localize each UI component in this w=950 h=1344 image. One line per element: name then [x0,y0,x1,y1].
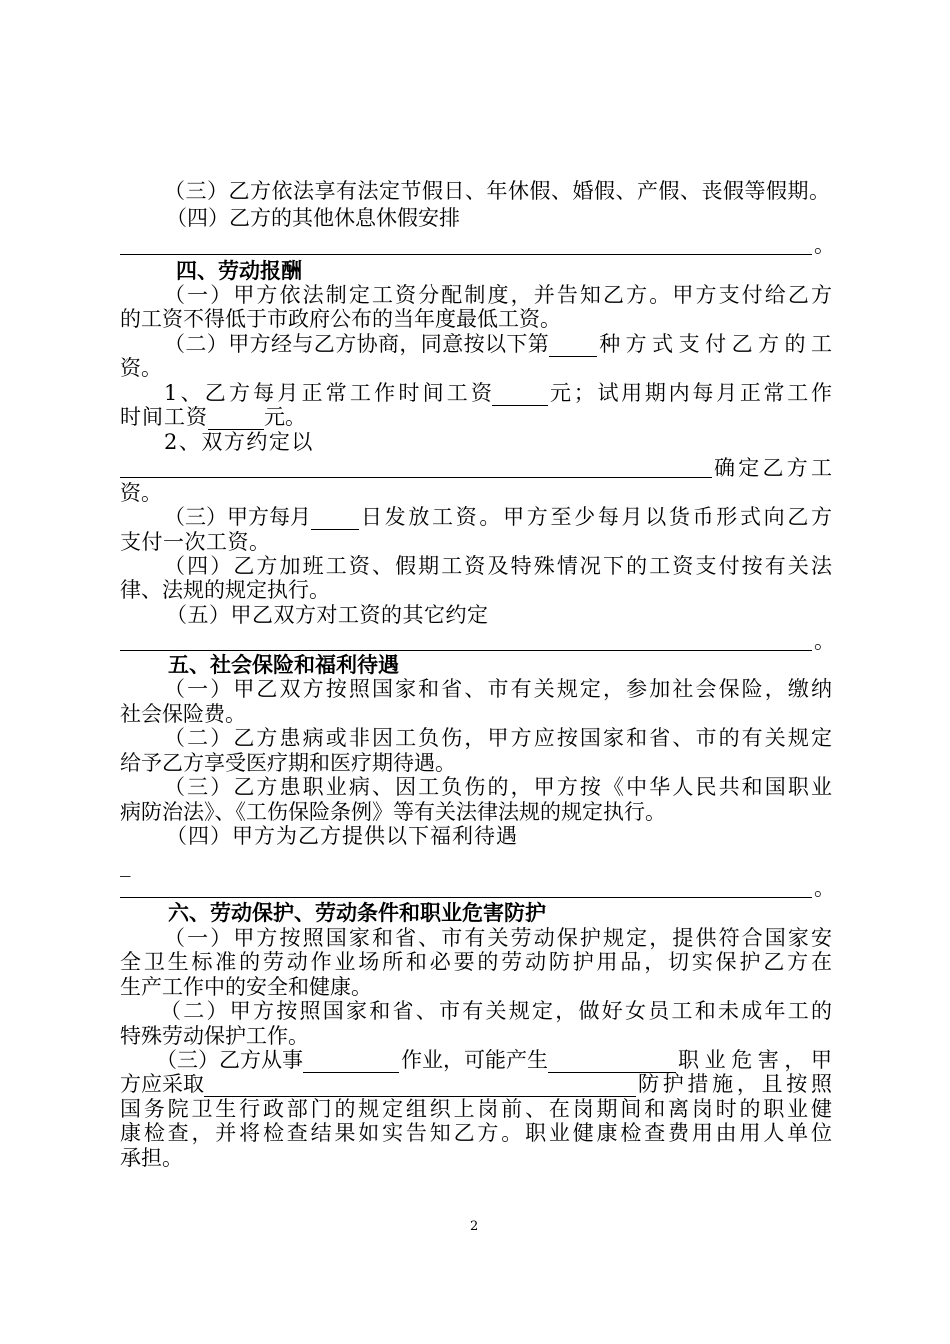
clause-4-2-2: 2、双方约定以 [164,430,314,454]
period-mark: 。 [814,876,835,900]
probation-wage-text: 时间工资 [120,405,208,429]
clause-6-3-text-b: 作业，可能产生 [401,1048,548,1072]
clause-5-2: （二）乙方患病或非因工负伤，甲方应按国家和省、市的有关规定 [164,726,832,750]
measures-text-b: 防护措施，且按照 [638,1072,832,1096]
clause-4-3 [164,504,832,530]
clause-5-1-cont: 社会保险费。 [120,702,246,726]
wage-text: 1、乙方每月正常工作时间工资 [164,381,492,405]
clause-4-4: （四）乙方加班工资、假期工资及特殊情况下的工资支付按有关法 [164,554,832,578]
clause-6-3 [156,1047,832,1073]
protection-measures-blank [204,1076,636,1097]
wage-text-b: 元；试用期内每月正常工作 [550,381,832,405]
clause-4-2 [164,331,832,357]
blank-line [120,650,812,651]
clause-5-2-cont: 给予乙方享受医疗期和医疗期待遇。 [120,751,456,775]
clause-5-3: （三）乙方患职业病、因工负伤的，甲方按《中华人民共和国职业 [164,775,832,799]
clause-6-2: （二）甲方按照国家和省、市有关规定，做好女员工和未成年工的 [160,999,832,1023]
work-type-blank [303,1052,399,1073]
clause-5-4: （四）甲方为乙方提供以下福利待遇 [166,824,518,848]
clause-6-3-text: （三）乙方从事 [156,1048,303,1072]
clause-4-2-text-b: 种方式支付乙方的工 [599,332,832,356]
clause-4-4-cont: 律、法规的规定执行。 [120,578,330,602]
clause-6-2-cont: 特殊劳动保护工作。 [120,1024,309,1048]
payday-text: （三）甲方每月 [164,505,311,529]
blank-line [120,897,812,898]
clause-6-3-cont-4: 承担。 [120,1146,183,1170]
clause-4-2-2-tail: 确定乙方工 [714,456,832,480]
clause-4-2-2-cont: 资。 [120,481,162,505]
period-mark: 。 [814,629,835,653]
blank-line [120,477,712,478]
section-heading-4: 四、劳动报酬 [176,258,302,283]
section-heading-6: 六、劳动保护、劳动条件和职业危害防护 [168,900,546,925]
period-mark: 。 [814,233,835,257]
measures-text: 方应采取 [120,1072,204,1096]
payday-blank [311,509,359,530]
clause-6-1-cont: 全卫生标准的劳动作业场所和必要的劳动防护用品，切实保护乙方在 [120,950,832,974]
clause-3-4: （四）乙方的其他休息休假安排 [166,206,460,230]
clause-6-1-cont-2: 生产工作中的安全和健康。 [120,975,372,999]
payday-text-b: 日发放工资。甲方至少每月以货币形式向乙方 [361,505,832,529]
underscore-mark: _ [120,853,131,877]
clause-6-3-text-c: 职业危害，甲 [678,1048,832,1072]
clause-5-3-cont: 病防治法》、《工伤保险条例》等有关法律法规的规定执行。 [120,800,666,824]
clause-4-2-cont: 资。 [120,356,162,380]
clause-4-2-1-cont [120,404,306,430]
clause-4-5: （五）甲乙双方对工资的其它约定 [166,603,489,627]
clause-3-3: （三）乙方依法享有法定节假日、年休假、婚假、产假、丧假等假期。 [164,179,831,203]
clause-6-3-cont-2: 国务院卫生行政部门的规定组织上岗前、在岗期间和离岗时的职业健 [120,1097,832,1121]
section-heading-5: 五、社会保险和福利待遇 [168,652,399,677]
hazard-blank [548,1052,676,1073]
probation-wage-blank [208,409,264,430]
clause-6-3-cont [120,1071,832,1097]
page-number: 2 [470,1219,479,1234]
probation-wage-text-b: 元。 [264,405,306,429]
payment-method-blank [549,336,597,357]
clause-4-1: （一）甲方依法制定工资分配制度，并告知乙方。甲方支付给乙方 [164,283,832,307]
clause-5-1: （一）甲乙双方按照国家和省、市有关规定，参加社会保险，缴纳 [164,677,832,701]
clause-6-1: （一）甲方按照国家和省、市有关劳动保护规定，提供符合国家安 [164,926,832,950]
clause-4-1-cont: 的工资不得低于市政府公布的当年度最低工资。 [120,307,561,331]
clause-4-2-1 [164,380,832,406]
clause-6-3-cont-3: 康检查，并将检查结果如实告知乙方。职业健康检查费用由用人单位 [120,1121,832,1145]
clause-4-2-text: （二）甲方经与乙方协商，同意按以下第 [164,332,550,356]
clause-4-3-cont: 支付一次工资。 [120,530,271,554]
monthly-wage-blank [492,385,548,406]
blank-line [120,254,812,255]
